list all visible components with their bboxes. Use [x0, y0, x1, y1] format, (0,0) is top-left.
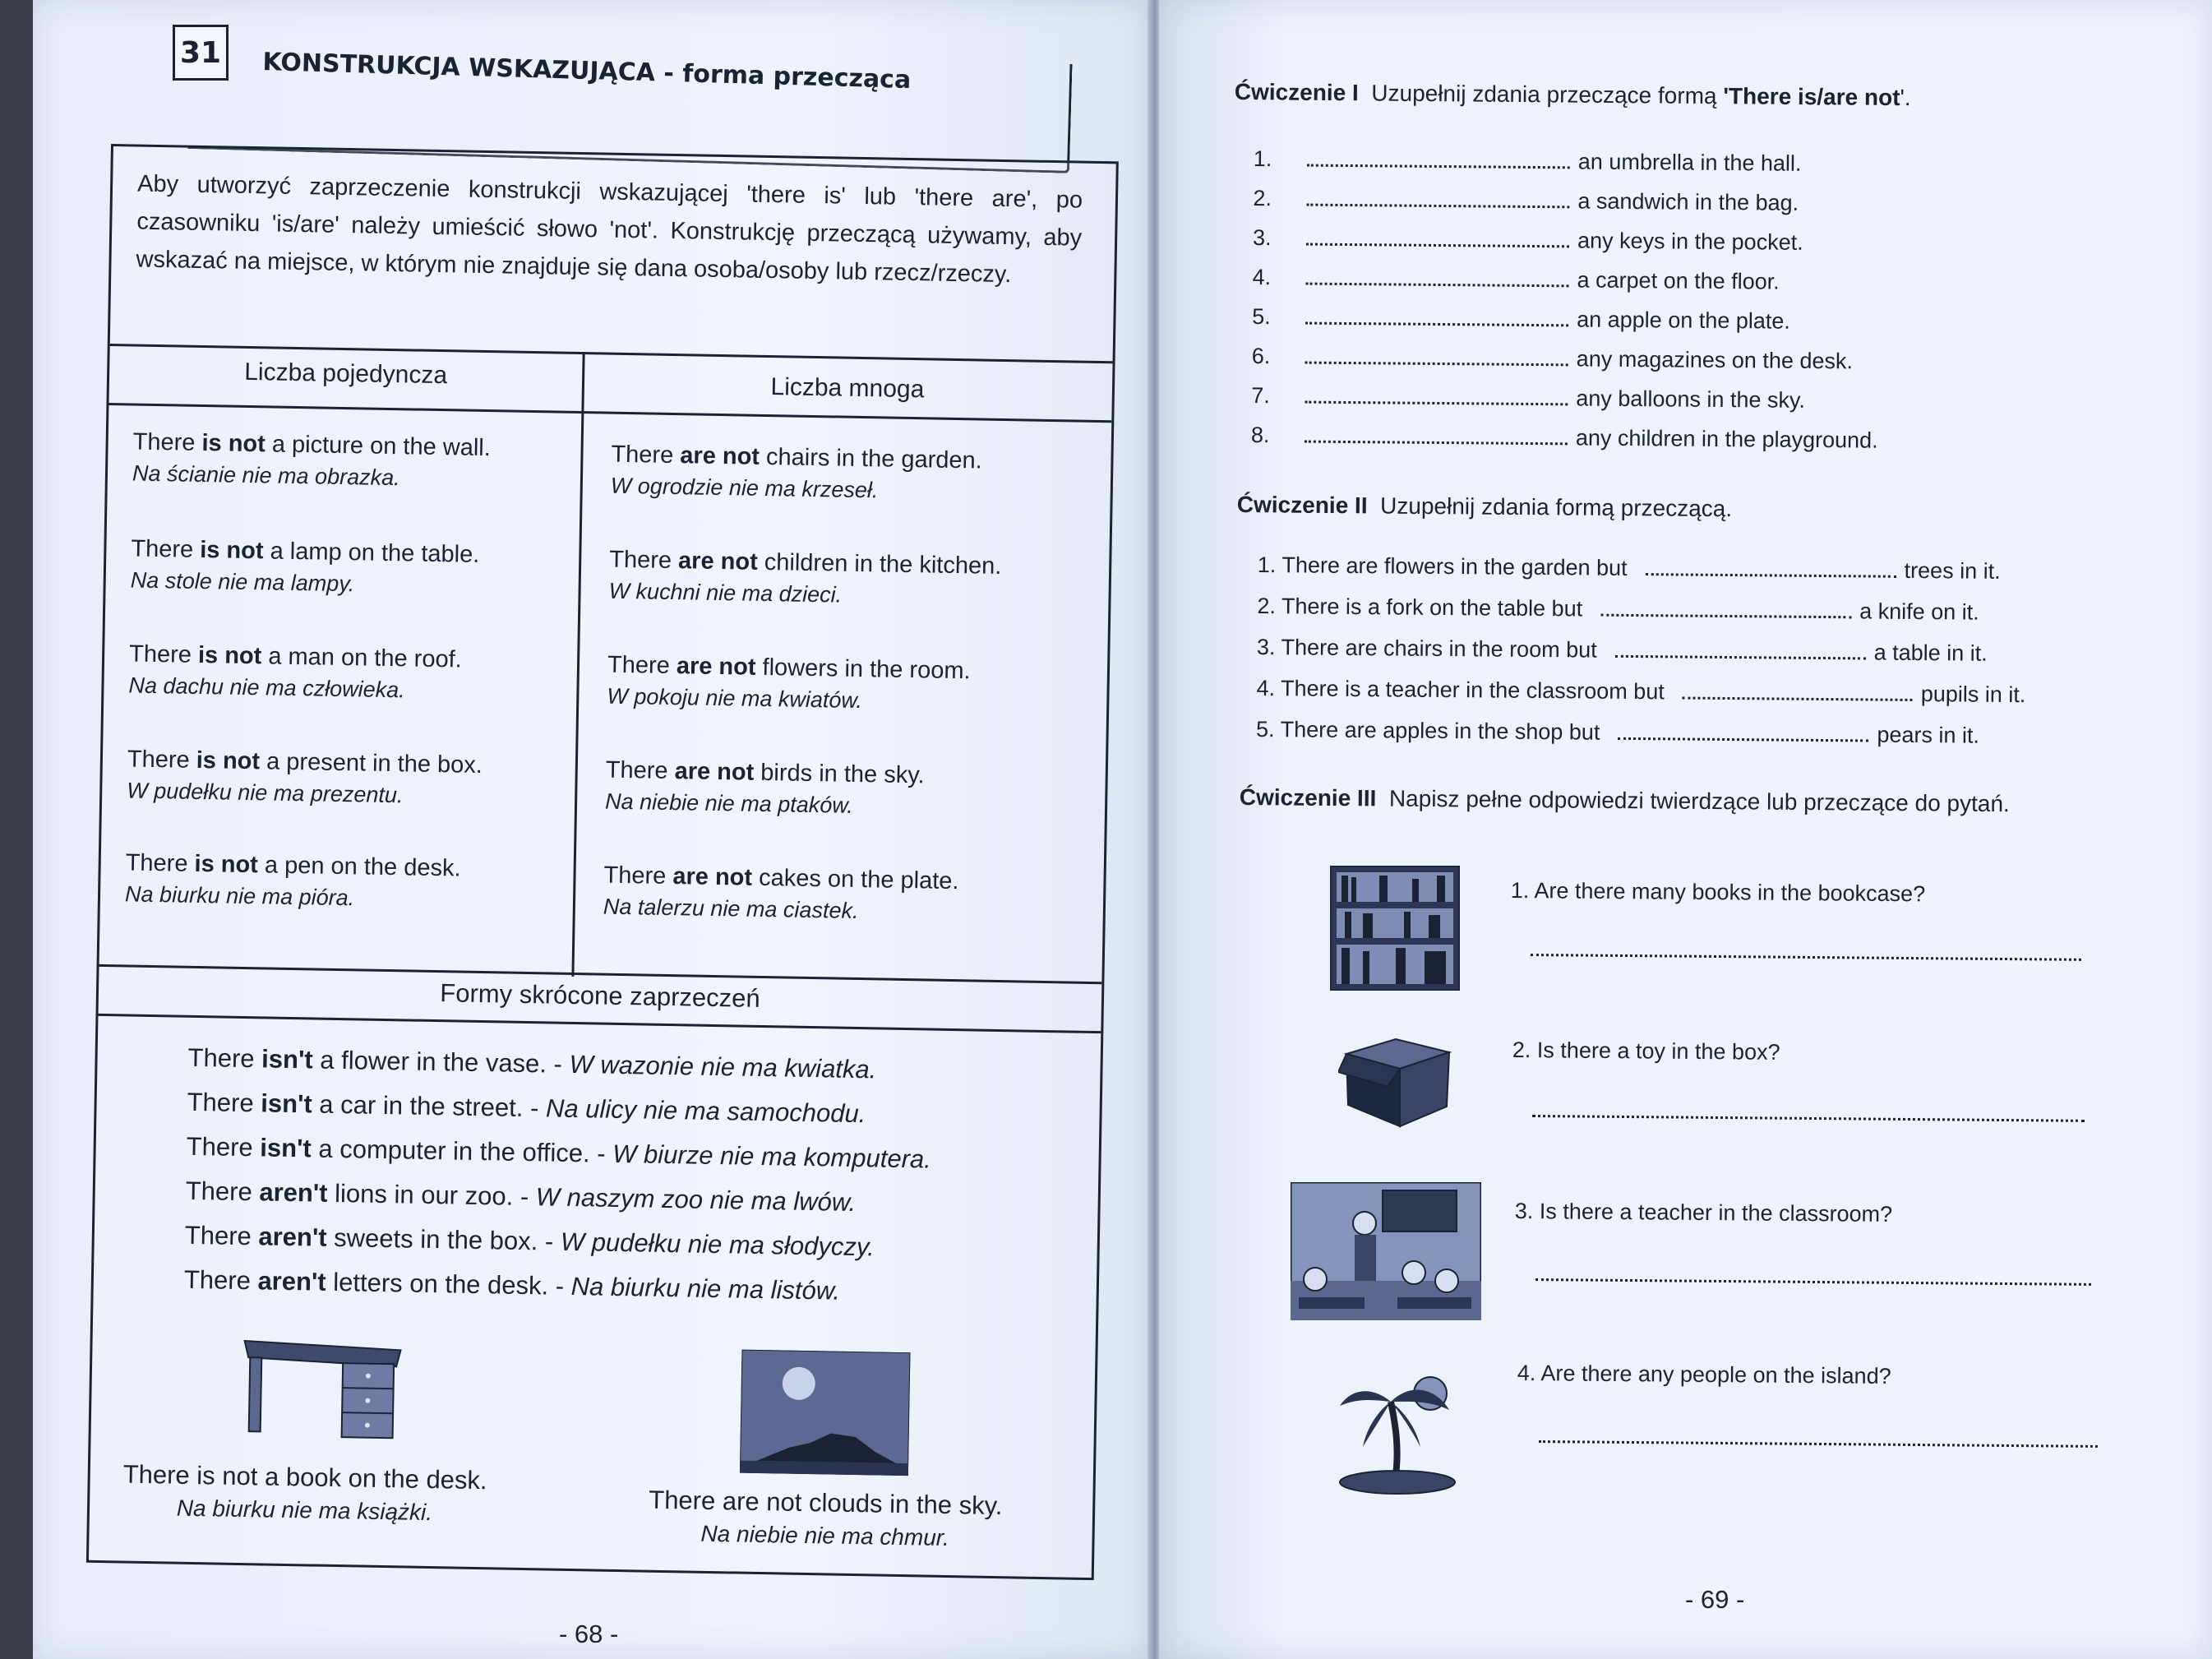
caption-desk: There is not a book on the desk. Na biurku nie ma książki.: [122, 1459, 487, 1526]
exercise-1-item: 7. any balloons in the sky.: [1251, 382, 1806, 413]
answer-blank[interactable]: [1307, 164, 1570, 169]
page-title: KONSTRUKCJA WSKAZUJĄCA - forma przecząca: [262, 48, 912, 95]
example-plural: There are not children in the kitchen. W kuchni nie ma dzieci.: [608, 546, 1002, 608]
lesson-number: 31: [173, 25, 229, 81]
example-singular: There is not a lamp on the table. Na stole nie ma lampy.: [130, 535, 480, 597]
exercise-1-item: 3. any keys in the pocket.: [1252, 224, 1803, 255]
example-singular: There is not a man on the roof. Na dachu nie ma człowieka.: [128, 640, 463, 703]
short-form-item: There isn't a flower in the vase. - W wazonie nie ma kwiatka.: [187, 1042, 877, 1084]
short-forms-header: Formy skrócone zaprzeczeń: [440, 978, 760, 1013]
answer-blank[interactable]: [1646, 573, 1896, 578]
exercise-1-item: 2. a sandwich in the bag.: [1253, 185, 1799, 215]
column-divider: [571, 352, 584, 977]
exercise-1-item: 6. any magazines on the desk.: [1251, 343, 1854, 374]
exercise-1-item: 1. an umbrella in the hall.: [1253, 146, 1802, 176]
short-form-item: There aren't lions in our zoo. - W naszym zoo nie ma lwów.: [185, 1176, 857, 1218]
caption-sky: There are not clouds in the sky. Na niebie nie ma chmur.: [649, 1485, 1003, 1551]
answer-blank[interactable]: [1306, 243, 1569, 248]
example-singular: There is not a picture on the wall. Na ścianie nie ma obrazka.: [132, 428, 492, 491]
example-plural: There are not flowers in the room. W pokoju nie ma kwiatów.: [607, 651, 971, 714]
example-singular: There is not a pen on the desk. Na biurku nie ma pióra.: [124, 849, 461, 911]
desk-illustration: [239, 1333, 405, 1442]
short-form-item: There aren't sweets in the box. - W pudełku nie ma słodyczy.: [184, 1220, 875, 1262]
page-number-left: - 68 -: [559, 1620, 619, 1648]
answer-blank[interactable]: [1306, 204, 1569, 209]
exercise-2-item: 1. There are flowers in the garden but trees in it.: [1257, 552, 2001, 584]
answer-blank[interactable]: [1305, 401, 1568, 406]
exercise-1-title: Ćwiczenie I Uzupełnij zdania przeczące formą 'There is/are not'.: [1234, 79, 1911, 111]
box-illustration: [1338, 1037, 1455, 1130]
island-illustration: [1338, 1369, 1466, 1500]
example-plural: There are not cakes on the plate. Na talerzu nie ma ciastek.: [603, 862, 959, 924]
night-sky-illustration: [740, 1350, 911, 1476]
exercise-2-item: 2. There is a fork on the table but a knife on it.: [1257, 593, 1979, 625]
short-forms-list: [183, 1036, 933, 1315]
example-plural: There are not birds in the sky. Na niebie nie ma ptaków.: [604, 756, 925, 818]
answer-blank[interactable]: [1683, 697, 1913, 701]
answer-blank[interactable]: [1305, 441, 1568, 446]
bookcase-illustration: [1330, 866, 1460, 991]
classroom-illustration: [1291, 1182, 1481, 1320]
intro-text: Aby utworzyć zaprzeczenie konstrukcji wskazującej 'there is' lub 'there are', po czasowniku 'is/are' należy umieścić słowo 'not'. Konstrukcję przeczącą używamy, aby wskazać na miejsce, w którym nie znajduje się dana osoba/osoby lub rzecz/rzeczy.: [136, 170, 1083, 289]
exercise-1-item: 8. any children in the playground.: [1250, 422, 1878, 453]
grammar-rule-box: [86, 144, 1119, 1580]
plural-header: Liczba mnoga: [770, 373, 925, 404]
exercise-3-question: 4. Are there any people on the island?: [1517, 1361, 1891, 1389]
answer-blank[interactable]: [1305, 362, 1568, 367]
example-plural: There are not chairs in the garden. W ogrodzie nie ma krzeseł.: [610, 441, 983, 503]
exercise-3-question: 1. Are there many books in the bookcase?: [1510, 878, 1926, 907]
exercise-1-item: 5. an apple on the plate.: [1252, 303, 1791, 334]
page-number-right: - 69 -: [1685, 1585, 1745, 1614]
exercise-2-item: 4. There is a teacher in the classroom but pupils in it.: [1256, 675, 2026, 708]
exercise-2-item: 3. There are chairs in the room but a table in it.: [1256, 634, 1988, 666]
answer-blank[interactable]: [1306, 283, 1569, 288]
short-form-item: There isn't a car in the street. - Na ulicy nie ma samochodu.: [187, 1087, 866, 1129]
divider: [109, 403, 1111, 423]
answer-blank[interactable]: [1600, 614, 1851, 619]
answer-blank[interactable]: [1618, 737, 1868, 742]
short-form-item: There isn't a computer in the office. - W biurze nie ma komputera.: [186, 1131, 932, 1174]
example-singular: There is not a present in the box. W pudełku nie ma prezentu.: [127, 746, 483, 808]
exercise-2-item: 5. There are apples in the shop but pears in it.: [1255, 716, 1980, 748]
exercise-2-title: Ćwiczenie II Uzupełnij zdania formą przeczącą.: [1236, 492, 1733, 522]
singular-header: Liczba pojedyncza: [243, 358, 448, 390]
short-form-item: There aren't letters on the desk. - Na biurku nie ma listów.: [183, 1264, 841, 1305]
answer-blank[interactable]: [1305, 322, 1568, 327]
exercise-3-question: 2. Is there a toy in the box?: [1512, 1037, 1780, 1065]
exercise-3-title: Ćwiczenie III Napisz pełne odpowiedzi twierdzące lub przeczące do pytań.: [1239, 784, 2010, 817]
exercise-3-question: 3. Is there a teacher in the classroom?: [1514, 1199, 1893, 1227]
exercise-1-item: 4. a carpet on the floor.: [1252, 264, 1780, 294]
answer-blank[interactable]: [1615, 655, 1866, 660]
